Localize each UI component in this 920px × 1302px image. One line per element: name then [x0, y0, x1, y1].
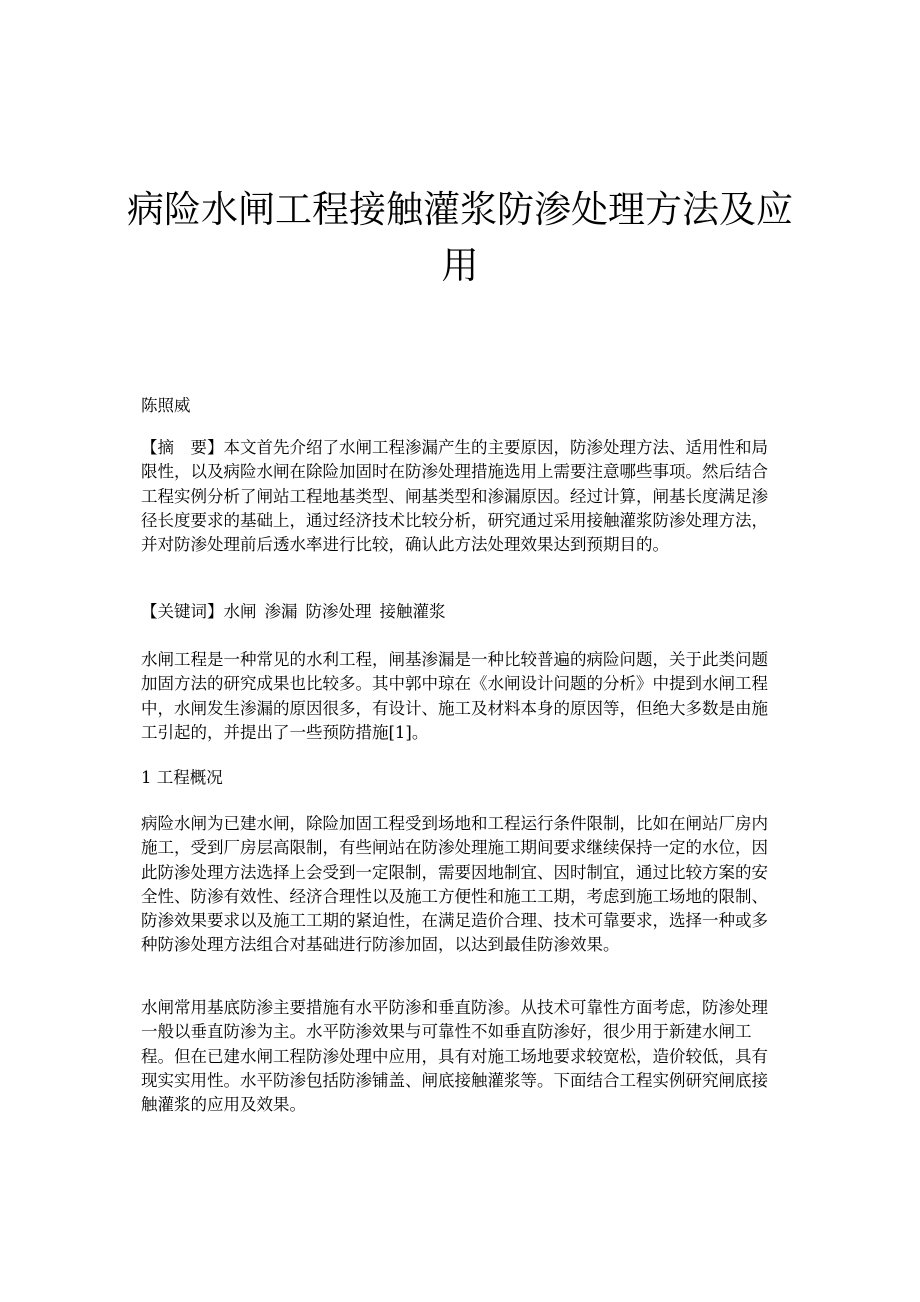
- section-heading: 1 工程概况: [141, 768, 223, 787]
- abstract-text: 本文首先介绍了水闸工程渗漏产生的主要原因，防渗处理方法、适用性和局限性，以及病险水闸在除险加固时在防渗处理措施选用上需要注意哪些事项。然后结合工程实例分析了闸站工程地基类型、闸基类型和渗漏原因。经过计算，闸基长度满足渗径长度要求的基础上，通过经济技术比较分析，研究通过采用接触灌浆防渗处理方法，并对防渗处理前后透水率进行比较，确认此方法处理效果达到预期目的。: [141, 438, 768, 555]
- intro-paragraph: 水闸工程是一种常见的水利工程，闸基渗漏是一种比较普遍的病险问题，关于此类问题加固方法的研究成果也比较多。其中郭中琼在《水闸设计问题的分析》中提到水闸工程中，水闸发生渗漏的原因很多，有设计、施工及材料本身的原因等，但绝大多数是由施工引起的，并提出了一些预防措施[1]。: [141, 650, 768, 742]
- keywords-label: 【关键词】: [141, 602, 224, 621]
- author-name: 陈照威: [141, 396, 191, 415]
- abstract-label: 【摘 要】: [141, 438, 224, 457]
- body-paragraph: 水闸常用基底防渗主要措施有水平防渗和垂直防渗。从技术可靠性方面考虑，防渗处理一般以垂直防渗为主。水平防渗效果与可靠性不如垂直防渗好，很少用于新建水闸工程。但在已建水闸工程防渗处理中应用，具有对施工场地要求较宽松，造价较低，具有现实实用性。水平防渗包括防渗铺盖、闸底接触灌浆等。下面结合工程实例研究闸底接触灌浆的应用及效果。: [141, 998, 768, 1115]
- keyword-item: 水闸: [223, 602, 257, 621]
- body-paragraph: 病险水闸为已建水闸，除险加固工程受到场地和工程运行条件限制，比如在闸站厂房内施工，受到厂房层高限制，有些闸站在防渗处理施工期间要求继续保持一定的水位，因此防渗处理方法选择上会受到一定限制，需要因地制宜、因时制宜，通过比较方案的安全性、防渗有效性、经济合理性以及施工方便性和施工工期，考虑到施工场地的限制、防渗效果要求以及施工工期的紧迫性，在满足造价合理、技术可靠要求，选择一种或多种防渗处理方法组合对基础进行防渗加固，以达到最佳防渗效果。: [141, 814, 768, 955]
- keywords-paragraph: [141, 600, 781, 624]
- keyword-item: 接触灌浆: [379, 602, 446, 621]
- abstract-paragraph: [141, 436, 781, 557]
- document-title: 病险水闸工程接触灌浆防渗处理方法及应用: [127, 188, 793, 287]
- keyword-item: 防渗处理: [305, 602, 372, 621]
- keyword-item: 渗漏: [264, 602, 298, 621]
